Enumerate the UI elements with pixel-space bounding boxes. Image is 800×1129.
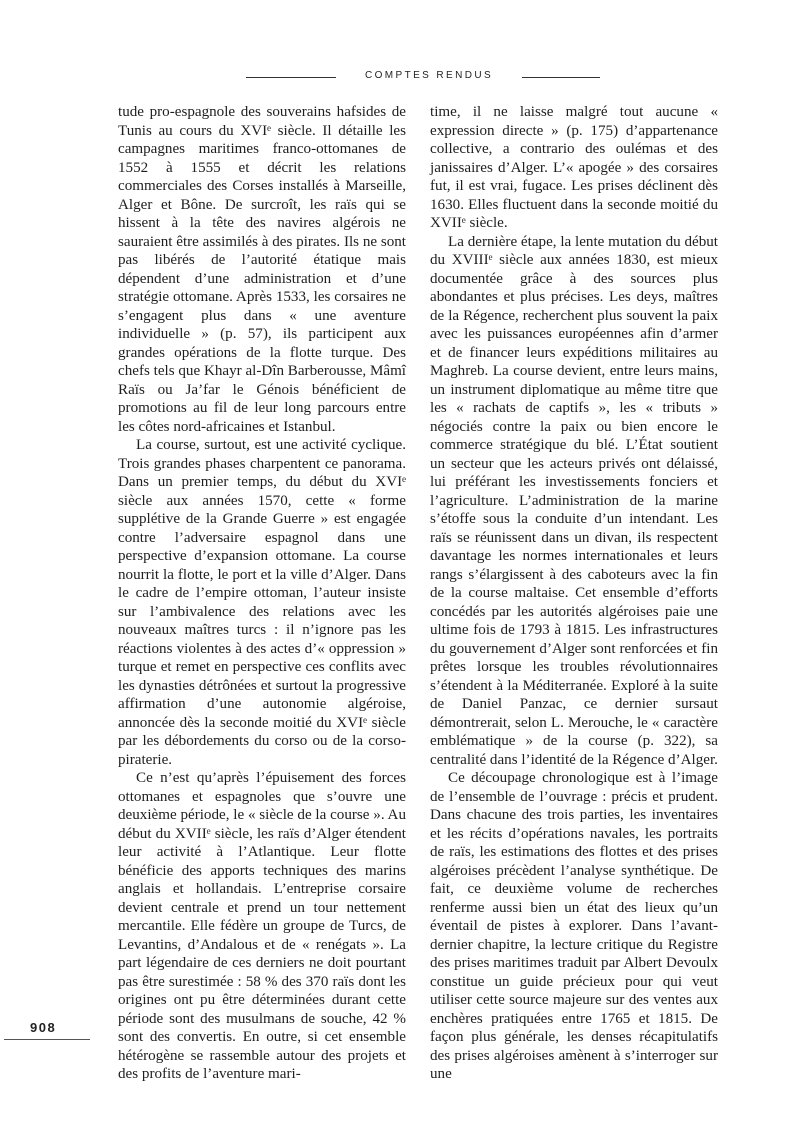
paragraph: Ce découpage chronologique est à l’image de l’ensemble de l’ouvrage : précis et prudent. Dans chacune des trois parties, les inventaires et les récits d’opérations navales, les portraits de raïs, les estimations des flottes et des prises algéroises précèdent l’analyse synthétique. De fait, ce deuxième volume de recherches renferme aussi bien un état des lieux qu’un éventail de pistes à explorer. Dans l’avant-dernier chapitre, la lecture critique du Registre des prises maritimes traduit par Albert Devoulx constitue un guide précieux pour qui veut utiliser cette source majeure sur des ventes aux enchères pratiquées entre 1765 et 1815. De façon plus générale, les denses récapitulatifs des prises algéroises amènent à s’interroger sur une [430, 770, 718, 1082]
page-number: 908 [30, 1020, 57, 1035]
paragraph: Ce n’est qu’après l’épuisement des forces ottomanes et espagnoles que s’ouvre une deuxième période, le « siècle de la course ». Au début du XVIIᵉ siècle, les raïs d’Alger étendent leur activité à l’Atlantique. Leur flotte bénéficie des apports techniques des marins anglais et hollandais. L’entreprise corsaire devient centrale et prend un tour nettement mercantile. Elle fédère un groupe de Turcs, de Levantins, d’Andalous et de « renégats ». La part légendaire de ces derniers ne doit pourtant pas être surestimée : 58 % des 370 raïs dont les origines ont pu être déterminées durant cette période sont des musulmans de souche, 42 % sont des convertis. En outre, si cet ensemble hétérogène se rassemble autour des projets et des profits de l’aventure mari- [118, 770, 406, 1082]
paragraph: La course, surtout, est une activité cyclique. Trois grandes phases charpentent ce panorama. Dans un premier temps, du début du XVIᵉ siècle aux années 1570, cette « forme supplétive de la Grande Guerre » est engagée contre l’adversaire espagnol dans une perspective d’expansion ottomane. La course nourrit la flotte, le port et la ville d’Alger. Dans le cadre de l’empire ottoman, l’auteur insiste sur l’ambivalence des relations avec les nouveaux maîtres turcs : il n’ignore pas les réactions violentes à des actes d’« oppression » turque et remet en perspective ces conflits avec les dynasties détrônées et surtout la progressive affirmation d’une autonomie algéroise, annoncée dès la seconde moitié du XVIᵉ siècle par les débordements du corso ou de la corso-piraterie. [118, 437, 406, 768]
running-head [0, 70, 800, 84]
right-column [430, 103, 718, 1084]
running-head-rule-left [246, 77, 336, 78]
page-number-rule [4, 1039, 90, 1040]
left-column [118, 103, 406, 1084]
paragraph: time, il ne laisse malgré tout aucune « expression directe » (p. 175) d’appartenance collective, a contrario des oulémas et des janissaires d’Alger. L’« apogée » des corsaires fut, il est vrai, fugace. Les prises déclinent dès 1630. Elles fluctuent dans la seconde moitié du XVIIᵉ siècle. [430, 104, 718, 231]
running-head-rule-right [522, 77, 600, 78]
paragraph: tude pro-espagnole des souverains hafsides de Tunis au cours du XVIᵉ siècle. Il détaille les campagnes maritimes franco-ottomanes de 1552 à 1555 et décrit les relations commerciales des Corses installés à Marseille, Alger et Bône. De surcroît, les raïs qui se hissent à la tête des navires algérois ne sauraient être assimilés à des pirates. Ils ne sont pas libérés de l’autorité étatique mais dépendent d’une administration et d’une stratégie ottomane. Après 1533, les corsaires ne s’engagent plus dans « une aventure individuelle » (p. 57), ils participent aux grandes opérations de la flotte turque. Des chefs tels que Khayr al-Dîn Barberousse, Mâmî Raïs ou Ja’far le Génois bénéficient de promotions au fil de leur long parcours entre les côtes nord-africaines et Istanbul. [118, 104, 406, 435]
running-head-title: COMPTES RENDUS [364, 70, 494, 81]
paragraph: La dernière étape, la lente mutation du début du XVIIIᵉ siècle aux années 1830, est mieux documentée grâce à des sources plus abondantes et plus précises. Les deys, maîtres de la Régence, recherchent plus souvent la paix avec les puissances européennes afin d’armer et de financer leurs expéditions militaires au Maghreb. La course devient, entre leurs mains, un instrument diplomatique au même titre que les « rachats de captifs », les « tributs » négociés contre la paix ou bien encore le commerce stratégique du blé. L’État soutient un secteur que les acteurs privés ont délaissé, lui préférant les investissements fonciers et l’agriculture. L’administration de la marine s’étoffe sous la conduite d’un intendant. Les raïs se réunissent dans un divan, ils respectent davantage les normes internationales et leurs rangs s’élargissent à des caboteurs avec la fin de la course maltaise. Cet ensemble d’efforts concédés par les autorités algéroises paie une ultime fois de 1793 à 1815. Les infrastructures du gouvernement d’Alger sont renforcées et fin prêtes lorsque les troubles révolutionnaires s’étendent à la Méditerranée. Exploré à la suite de Daniel Panzac, ce dernier sursaut démontrerait, selon L. Merouche, le « caractère emblématique » de la course (p. 322), sa centralité dans l’identité de la Régence d’Alger. [430, 233, 718, 768]
